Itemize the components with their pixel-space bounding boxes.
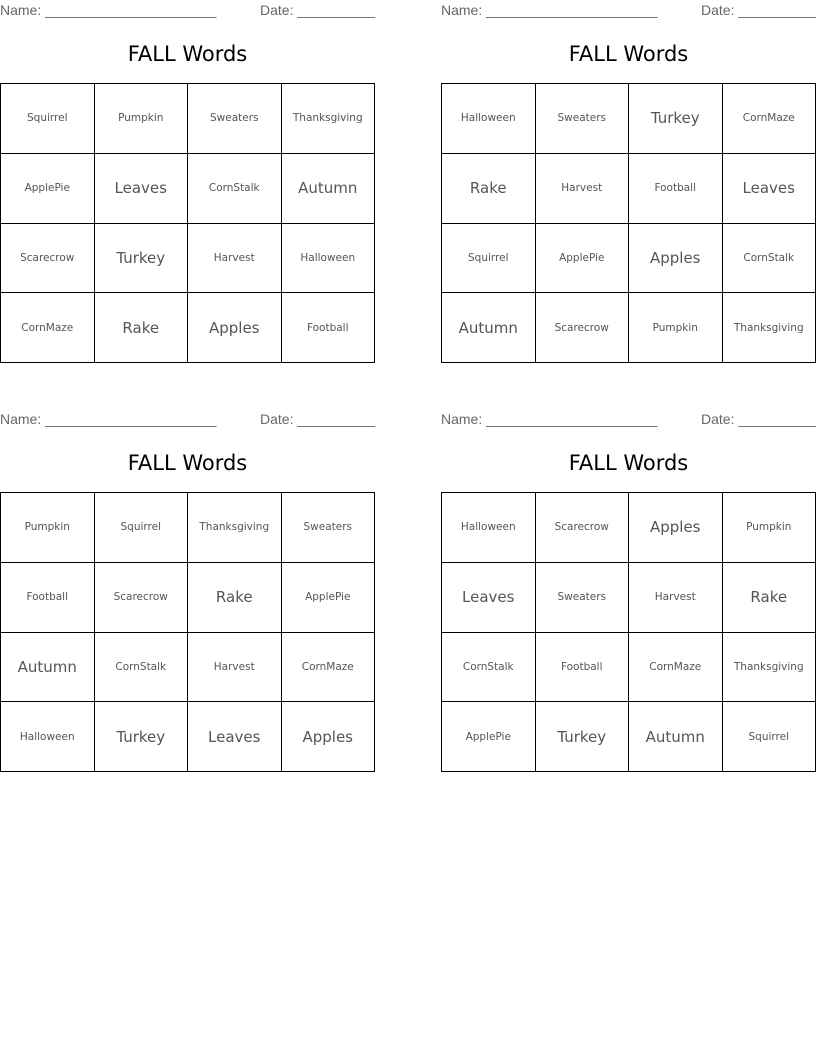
grid-cell[interactable]: Rake xyxy=(722,562,816,632)
grid-row xyxy=(442,223,816,293)
card-title: FALL Words xyxy=(127,42,248,66)
grid-cell[interactable]: ApplePie xyxy=(442,702,536,772)
grid-cell[interactable]: Turkey xyxy=(535,702,629,772)
grid-cell[interactable]: Rake xyxy=(188,562,282,632)
grid-cell[interactable]: ApplePie xyxy=(281,562,375,632)
grid-cell[interactable]: Football xyxy=(281,293,375,363)
name-field[interactable]: Name: ______________________ xyxy=(0,2,217,18)
grid-cell[interactable]: Harvest xyxy=(535,153,629,223)
grid-cell[interactable]: Squirrel xyxy=(442,223,536,293)
grid-cell[interactable]: Sweaters xyxy=(535,562,629,632)
grid-row xyxy=(442,84,816,154)
grid-cell[interactable]: Scarecrow xyxy=(1,223,95,293)
grid-row xyxy=(442,702,816,772)
grid-cell[interactable]: Pumpkin xyxy=(629,293,723,363)
grid-cell[interactable]: Football xyxy=(629,153,723,223)
grid-cell[interactable]: Sweaters xyxy=(281,493,375,563)
grid-row xyxy=(442,562,816,632)
grid-cell[interactable]: Thanksgiving xyxy=(722,632,816,702)
grid-row xyxy=(1,702,375,772)
bingo-grid xyxy=(441,83,816,363)
grid-cell[interactable]: Autumn xyxy=(281,153,375,223)
grid-row xyxy=(1,632,375,702)
grid-cell[interactable]: Autumn xyxy=(1,632,95,702)
grid-cell[interactable]: Squirrel xyxy=(722,702,816,772)
grid-cell[interactable]: Scarecrow xyxy=(535,293,629,363)
grid-cell[interactable]: CornStalk xyxy=(188,153,282,223)
grid-row xyxy=(442,153,816,223)
card-header xyxy=(0,2,380,20)
grid-cell[interactable]: Squirrel xyxy=(94,493,188,563)
grid-cell[interactable]: CornMaze xyxy=(629,632,723,702)
grid-cell[interactable]: Halloween xyxy=(442,493,536,563)
grid-cell[interactable]: Apples xyxy=(629,493,723,563)
grid-row xyxy=(1,293,375,363)
grid-cell[interactable]: Pumpkin xyxy=(722,493,816,563)
grid-cell[interactable]: Scarecrow xyxy=(535,493,629,563)
grid-cell[interactable]: Halloween xyxy=(1,702,95,772)
grid-row xyxy=(1,84,375,154)
grid-cell[interactable]: Harvest xyxy=(188,632,282,702)
grid-cell[interactable]: Sweaters xyxy=(535,84,629,154)
grid-cell[interactable]: Leaves xyxy=(722,153,816,223)
grid-cell[interactable]: Rake xyxy=(94,293,188,363)
grid-cell[interactable]: Squirrel xyxy=(1,84,95,154)
grid-cell[interactable]: Pumpkin xyxy=(94,84,188,154)
date-field[interactable]: Date: __________ xyxy=(701,2,816,18)
grid-cell[interactable]: Football xyxy=(1,562,95,632)
name-field[interactable]: Name: ______________________ xyxy=(441,2,658,18)
grid-cell[interactable]: Autumn xyxy=(629,702,723,772)
bingo-grid xyxy=(441,492,816,772)
grid-cell[interactable]: Halloween xyxy=(281,223,375,293)
grid-row xyxy=(442,632,816,702)
card-header xyxy=(441,411,816,429)
card-title: FALL Words xyxy=(568,451,689,475)
grid-cell[interactable]: Rake xyxy=(442,153,536,223)
grid-cell[interactable]: Pumpkin xyxy=(1,493,95,563)
grid-row xyxy=(1,223,375,293)
date-field[interactable]: Date: __________ xyxy=(701,411,816,427)
grid-cell[interactable]: Turkey xyxy=(94,223,188,293)
grid-cell[interactable]: Leaves xyxy=(94,153,188,223)
grid-cell[interactable]: CornStalk xyxy=(442,632,536,702)
name-field[interactable]: Name: ______________________ xyxy=(0,411,217,427)
grid-row xyxy=(1,153,375,223)
card-title: FALL Words xyxy=(568,42,689,66)
grid-cell[interactable]: Turkey xyxy=(94,702,188,772)
card-header xyxy=(441,2,816,20)
grid-cell[interactable]: Sweaters xyxy=(188,84,282,154)
date-field[interactable]: Date: __________ xyxy=(260,2,376,18)
grid-cell[interactable]: CornMaze xyxy=(281,632,375,702)
grid-row xyxy=(1,562,375,632)
grid-cell[interactable]: Harvest xyxy=(629,562,723,632)
date-field[interactable]: Date: __________ xyxy=(260,411,376,427)
grid-cell[interactable]: CornStalk xyxy=(722,223,816,293)
grid-cell[interactable]: Halloween xyxy=(442,84,536,154)
grid-cell[interactable]: Leaves xyxy=(442,562,536,632)
grid-cell[interactable]: ApplePie xyxy=(1,153,95,223)
card-header xyxy=(0,411,380,429)
bingo-grid xyxy=(0,83,375,363)
grid-cell[interactable]: Autumn xyxy=(442,293,536,363)
grid-cell[interactable]: Apples xyxy=(629,223,723,293)
card-title: FALL Words xyxy=(127,451,248,475)
grid-cell[interactable]: Apples xyxy=(281,702,375,772)
grid-cell[interactable]: CornStalk xyxy=(94,632,188,702)
grid-row xyxy=(1,493,375,563)
grid-cell[interactable]: Harvest xyxy=(188,223,282,293)
grid-row xyxy=(442,493,816,563)
name-field[interactable]: Name: ______________________ xyxy=(441,411,658,427)
grid-cell[interactable]: CornMaze xyxy=(1,293,95,363)
grid-cell[interactable]: Football xyxy=(535,632,629,702)
grid-cell[interactable]: Apples xyxy=(188,293,282,363)
grid-row xyxy=(442,293,816,363)
grid-cell[interactable]: ApplePie xyxy=(535,223,629,293)
grid-cell[interactable]: Thanksgiving xyxy=(722,293,816,363)
bingo-grid xyxy=(0,492,375,772)
grid-cell[interactable]: Thanksgiving xyxy=(281,84,375,154)
grid-cell[interactable]: CornMaze xyxy=(722,84,816,154)
grid-cell[interactable]: Thanksgiving xyxy=(188,493,282,563)
grid-cell[interactable]: Leaves xyxy=(188,702,282,772)
grid-cell[interactable]: Turkey xyxy=(629,84,723,154)
grid-cell[interactable]: Scarecrow xyxy=(94,562,188,632)
